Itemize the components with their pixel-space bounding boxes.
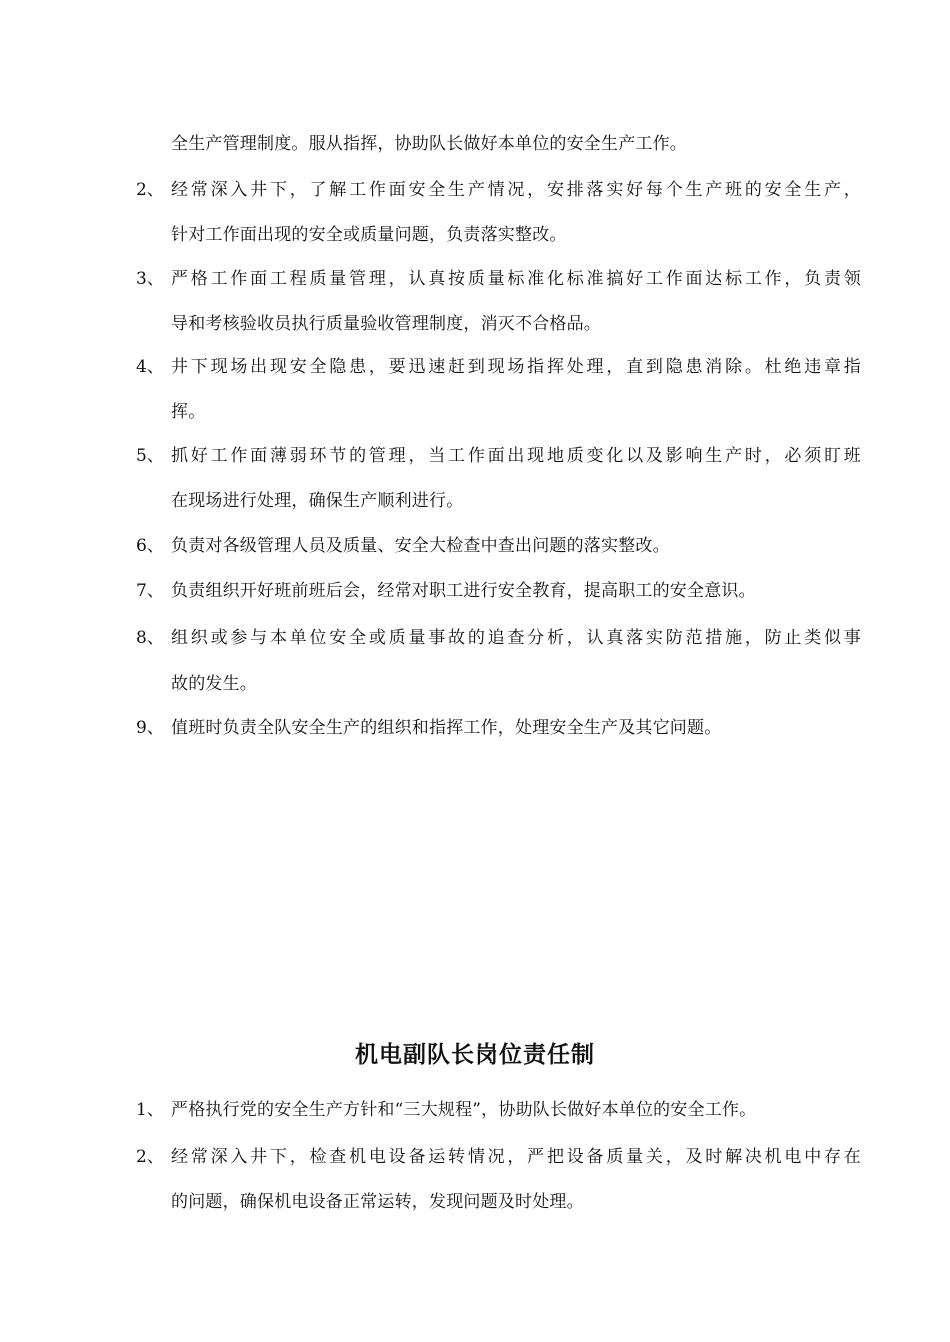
list-item-text: 在现场进行处理，确保生产顺利进行。 [171,491,464,511]
paragraph-continuation: 全生产管理制度。服从指挥，协助队长做好本单位的安全生产工作。 [171,134,687,154]
list-item-text: 针对工作面出现的安全或质量问题，负责落实整改。 [171,225,567,245]
list-item-text: 负责组织开好班前班后会，经常对职工进行安全教育，提高职工的安全意识。 [171,581,756,601]
list-item-text: 抓好工作面薄弱环节的管理，当工作面出现地质变化以及影响生产时，必须盯班 [171,446,861,466]
list-item-text: 挥。 [171,402,206,422]
section-title: 机电副队长岗位责任制 [355,1042,595,1068]
list-item-text: 经常深入井下，检查机电设备运转情况，严把设备质量关，及时解决机电中存在 [171,1147,861,1167]
list-item-text: 值班时负责全队安全生产的组织和指挥工作，处理安全生产及其它问题。 [171,718,722,738]
list-item-number: 5、 [136,446,164,466]
list-item-text: 负责对各级管理人员及质量、安全大检查中查出问题的落实整改。 [171,536,670,556]
list-item-text: 故的发生。 [171,674,257,694]
list-item-number: 7、 [136,581,164,601]
list-item-number: 2、 [136,180,164,200]
list-item-number: 8、 [136,628,164,648]
list-item-number: 6、 [136,536,164,556]
list-item-text: 经常深入井下，了解工作面安全生产情况，安排落实好每个生产班的安全生产， [171,180,861,200]
list-item-number: 1、 [136,1100,164,1120]
list-item-number: 2、 [136,1147,164,1167]
list-item-number: 3、 [136,269,164,289]
list-item-text: 导和考核验收员执行质量验收管理制度，消灭不合格品。 [171,314,601,334]
list-item-text: 严格工作面工程质量管理，认真按质量标准化标准搞好工作面达标工作，负责领 [171,269,861,289]
list-item-text: 井下现场出现安全隐患，要迅速赶到现场指挥处理，直到隐患消除。杜绝违章指 [171,357,861,377]
list-item-number: 4、 [136,357,164,377]
list-item-text: 严格执行党的安全生产方针和“三大规程”，协助队长做好本单位的安全工作。 [171,1100,757,1120]
list-item-text: 的问题，确保机电设备正常运转，发现问题及时处理。 [171,1192,584,1212]
list-item-text: 组织或参与本单位安全或质量事故的追查分析，认真落实防范措施，防止类似事 [171,628,861,648]
list-item-number: 9、 [136,718,164,738]
